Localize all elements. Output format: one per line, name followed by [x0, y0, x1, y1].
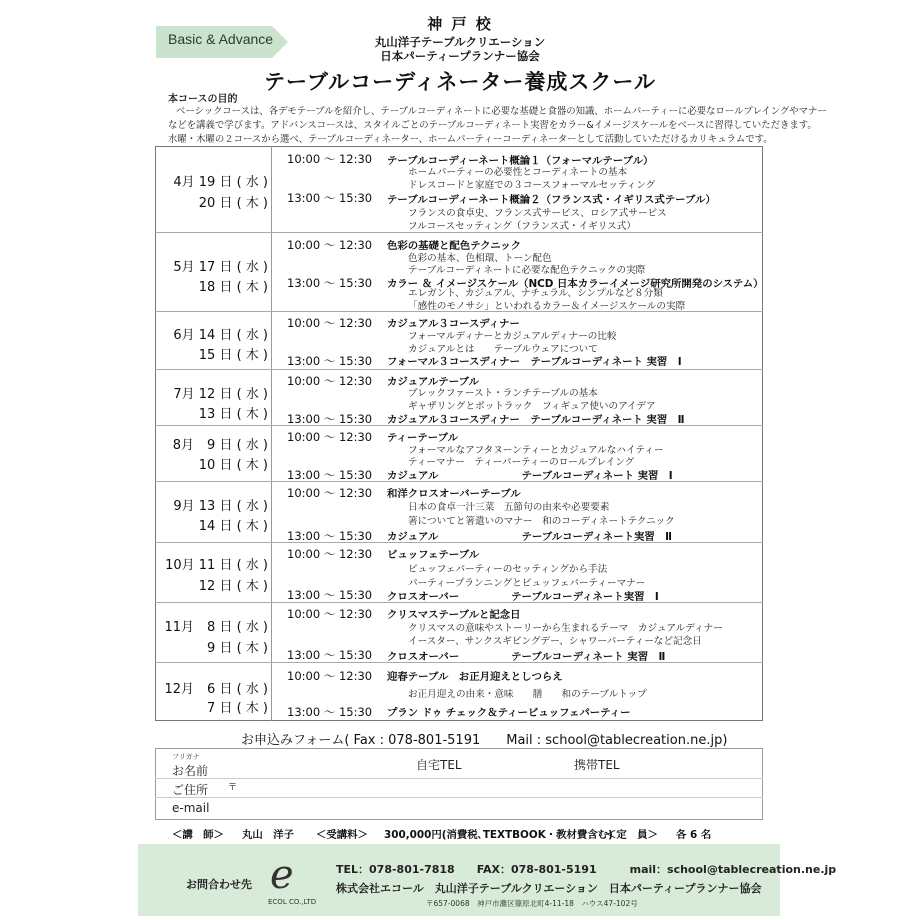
time-morning: 10:00 ～ 12:30 [287, 430, 373, 444]
time-morning: 10:00 ～ 12:30 [287, 486, 373, 500]
course-level-label: Basic & Advance [168, 31, 274, 47]
lesson-detail: 日本の食卓一汁三菜 五節句の由来や必要要素 [408, 502, 610, 513]
session-date-wed: 12月 6 日 ( 水 ) [164, 682, 268, 697]
purpose-line: などを講義で学びます。アドバンスコースは、スタイルごとのテーブルコーディネート実習をカラー&イメージスケールをベースに習得していただきます。 [168, 120, 817, 131]
name-input[interactable] [230, 750, 410, 777]
time-morning: 10:00 ～ 12:30 [287, 547, 373, 561]
lesson-detail: カジュアルとは テーブルウェアについて [408, 344, 598, 355]
time-morning: 10:00 ～ 12:30 [287, 374, 373, 388]
lesson-detail: ティーマナー ティーパーティーのロールプレイング [408, 457, 635, 468]
email-label: e-mail [172, 801, 210, 815]
address-label: ご住所 [172, 783, 209, 797]
lesson-detail: 箸についてと箸遣いのマナー 和のコーディネートテクニック [408, 516, 675, 527]
session-date-wed: 11月 8 日 ( 水 ) [164, 620, 268, 635]
lesson-title: クロスオーバー テーブルコーディネート 実習 Ⅱ [387, 651, 666, 663]
furigana-label: フリガナ [172, 753, 200, 761]
lesson-detail: イースター、サンクスギビングデー、シャワーパーティーなど記念日 [408, 636, 702, 647]
lesson-title: テーブルコーディーネート概論２（フランス式・イギリス式テーブル） [387, 194, 716, 206]
time-afternoon: 13:00 ～ 15:30 [287, 648, 373, 662]
time-afternoon: 13:00 ～ 15:30 [287, 354, 373, 368]
session-date-wed: 8月 9 日 ( 水 ) [172, 438, 268, 453]
time-afternoon: 13:00 ～ 15:30 [287, 529, 373, 543]
session-date-thu: 9 日 ( 木 ) [207, 641, 268, 656]
purpose-line: 水曜・木曜の２コースから選べ、テーブルコーディネーター、ホームパーティーコーディネーターとして活動していただけるカリキュラムです。 [168, 134, 773, 145]
session-date-wed: 9月 13 日 ( 水 ) [173, 499, 268, 514]
capacity-label: ＜定 員＞ [606, 829, 658, 841]
fee-label: ＜受講料＞ [316, 829, 368, 841]
ecol-logo-caption: ECOL CO.,LTD [268, 898, 317, 906]
fee-value: 300,000円(消費税､TEXTBOOK・教材費含む) [384, 829, 613, 841]
time-afternoon: 13:00 ～ 15:30 [287, 276, 373, 290]
lesson-title: テーブルコーディーネート概論１（フォーマルテーブル） [387, 155, 654, 167]
session-date-thu: 18 日 ( 木 ) [198, 280, 268, 295]
mobile-tel-label: 携帯TEL [574, 758, 620, 772]
session-date-thu: 10 日 ( 木 ) [198, 458, 268, 473]
row-divider [155, 232, 763, 233]
time-morning: 10:00 ～ 12:30 [287, 607, 373, 621]
lesson-title: プラン ドゥ チェック＆ティービュッフェパーティー [387, 707, 631, 719]
lesson-title: カジュアル テーブルコーディネート 実習 Ⅰ [387, 470, 673, 482]
home-tel-input[interactable] [470, 750, 570, 777]
page-title: テーブルコーディネーター養成スクール [263, 70, 656, 94]
lesson-detail: パーティープランニングとビュッフェパーティーマナー [408, 578, 646, 589]
time-afternoon: 13:00 ～ 15:30 [287, 468, 373, 482]
lesson-title: フォーマル３コースディナー テーブルコーディネート 実習 Ⅰ [387, 356, 682, 368]
lesson-detail: ホームパーティーの必要性とコーディネートの基本 [408, 167, 628, 178]
ecol-logo: e [270, 852, 294, 898]
email-input[interactable] [230, 798, 760, 818]
lesson-detail: ギャザリングとポットラック フィギュア使いのアイデア [408, 401, 656, 412]
time-afternoon: 13:00 ～ 15:30 [287, 412, 373, 426]
lesson-detail: ブレックファースト・ランチテーブルの基本 [408, 388, 598, 399]
time-afternoon: 13:00 ～ 15:30 [287, 588, 373, 602]
lecturer-name: 丸山 洋子 [242, 829, 294, 841]
lesson-detail: ビュッフェパーティーのセッティングから手法 [408, 564, 608, 575]
session-date-wed: 6月 14 日 ( 水 ) [173, 328, 268, 343]
session-date-wed: 10月 11 日 ( 水 ) [165, 558, 268, 573]
lesson-detail: フォーマルなアフタヌーンティーとカジュアルなハイティー [408, 445, 664, 456]
purpose-line: ベーシックコースは、各デモテーブルを紹介し、テーブルコーディネートに必要な基礎と食器の知識、ホームパーティーに必要なロールプレイングやマナー [176, 106, 827, 117]
lesson-detail: エレガント、カジュアル、ナチュラル、シンプルなど８分類 [408, 288, 663, 299]
lesson-title: カジュアル３コースディナー テーブルコーディネート 実習 Ⅱ [387, 414, 685, 426]
time-afternoon: 13:00 ～ 15:30 [287, 705, 373, 719]
contact-address-line: 〒657-0068 神戸市灘区篠原北町4-11-18 ハウス47-102号 [426, 899, 638, 908]
lesson-title: クリスマステーブルと記念日 [387, 609, 521, 621]
contact-company-line: 株式会社エコール 丸山洋子テーブルクリエーション 日本パーティープランナー協会 [336, 882, 762, 895]
lesson-title: 迎春テーブル お正月迎えとしつらえ [387, 671, 563, 683]
lesson-title: カジュアル テーブルコーディネート実習 Ⅱ [387, 531, 672, 543]
session-date-thu: 12 日 ( 木 ) [198, 579, 268, 594]
school-name: 神 戸 校 [427, 15, 493, 33]
organizer-1: 丸山洋子テーブルクリエーション [374, 35, 546, 49]
postal-mark: 〒 [228, 783, 238, 793]
contact-phone-line: TEL：078-801-7818 FAX：078-801-5191 mail：school@tablecreation.ne.jp [336, 863, 837, 876]
session-date-wed: 5月 17 日 ( 水 ) [173, 260, 268, 275]
contact-label: お問合わせ先 [186, 878, 252, 891]
lesson-title: カジュアルテーブル [387, 376, 479, 388]
address-input[interactable] [240, 779, 760, 796]
lesson-detail: テーブルコーディネートに必要な配色テクニックの実際 [408, 265, 646, 276]
time-morning: 10:00 ～ 12:30 [287, 238, 373, 252]
session-date-wed: 4月 19 日 ( 水 ) [173, 175, 268, 190]
time-morning: 10:00 ～ 12:30 [287, 152, 373, 166]
mobile-tel-input[interactable] [630, 750, 760, 777]
lesson-title: ティーテーブル [387, 432, 458, 444]
organizer-2: 日本パーティープランナー協会 [380, 49, 540, 63]
session-date-thu: 15 日 ( 木 ) [198, 348, 268, 363]
lesson-detail: 色彩の基本、色相環、トーン配色 [408, 253, 552, 264]
lesson-title: クロスオーバー テーブルコーディネート実習 Ⅰ [387, 591, 659, 603]
lesson-detail: 「感性のモノサシ」といわれるカラー＆イメージスケールの実際 [408, 301, 686, 312]
session-date-thu: 14 日 ( 木 ) [198, 519, 268, 534]
session-date-thu: 7 日 ( 木 ) [207, 701, 268, 716]
lesson-title: ビュッフェテーブル [387, 549, 480, 561]
purpose-label: 本コースの目的 [168, 94, 238, 105]
lesson-title: カジュアル３コースディナー [387, 318, 520, 330]
lecturer-label: ＜講 師＞ [172, 829, 224, 841]
home-tel-label: 自宅TEL [416, 758, 462, 772]
lesson-detail: フォーマルディナーとカジュアルディナーの比較 [408, 331, 617, 342]
session-date-wed: 7月 12 日 ( 水 ) [173, 387, 268, 402]
time-morning: 10:00 ～ 12:30 [287, 316, 373, 330]
lesson-title: 和洋クロスオーバーテーブル [387, 488, 521, 500]
lesson-detail: フルコースセッティング（フランス式・イギリス式） [408, 221, 636, 232]
lesson-title: カラー ＆ イメージスケール（NCD 日本カラーイメージ研究所開発のシステム） [387, 278, 764, 290]
capacity-value: 各 6 名 [676, 829, 712, 841]
lesson-detail: クリスマスの意味やストーリーから生まれるテーマ カジュアルディナー [408, 623, 723, 634]
lesson-detail: お正月迎えの由来・意味 膳 和のテーブルトップ [408, 689, 647, 700]
lesson-detail: ドレスコードと家庭での３コースフォーマルセッティング [408, 180, 656, 191]
session-date-thu: 13 日 ( 木 ) [198, 407, 268, 422]
lesson-title: 色彩の基礎と配色テクニック [387, 240, 522, 252]
application-form-title: お申込みフォーム( Fax : 078-801-5191 Mail : school@tablecreation.ne.jp) [241, 733, 728, 748]
time-afternoon: 13:00 ～ 15:30 [287, 191, 373, 205]
session-date-thu: 20 日 ( 木 ) [198, 196, 268, 211]
row-divider [155, 369, 763, 370]
name-label: お名前 [172, 764, 209, 778]
time-morning: 10:00 ～ 12:30 [287, 669, 373, 683]
lesson-detail: フランスの食卓史、フランス式サービス、ロシア式サービス [408, 208, 667, 219]
